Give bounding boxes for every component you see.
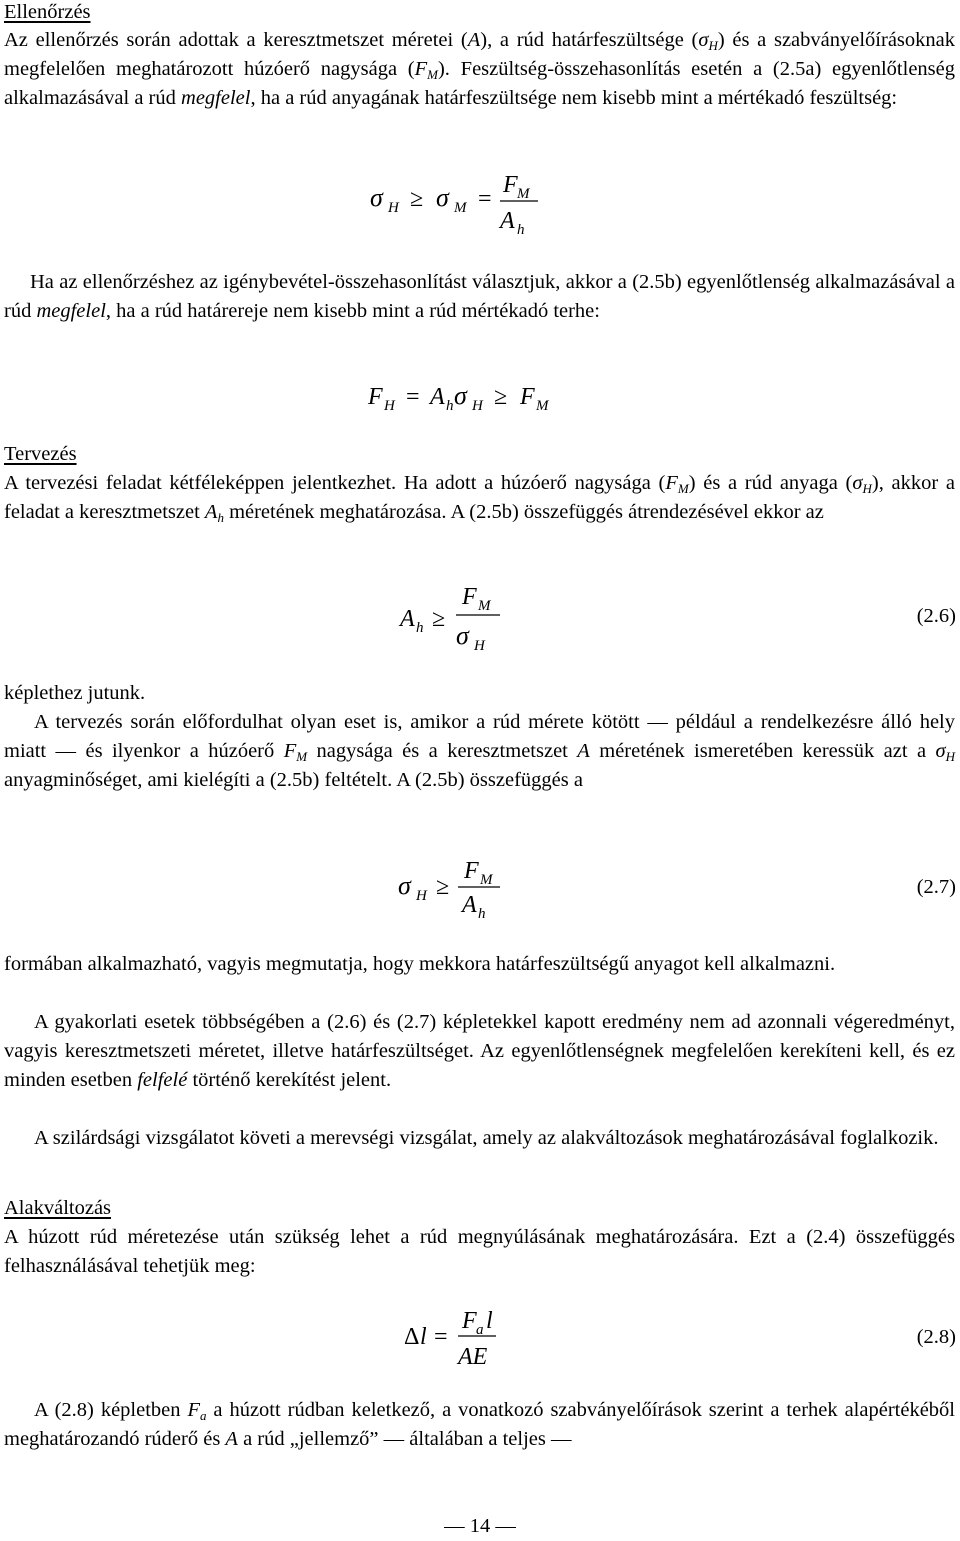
svg-text:h: h: [416, 620, 424, 636]
svg-text:σ: σ: [398, 871, 411, 900]
svg-text:l: l: [486, 1308, 493, 1334]
svg-text:≥: ≥: [432, 606, 446, 632]
equation-force-check: [360, 370, 580, 450]
equation-2-7: [392, 850, 552, 930]
equation-number-2-6: (2.6): [916, 605, 956, 627]
symbol-sigma: σ: [370, 183, 383, 212]
symbol-ge: ≥: [410, 186, 424, 212]
section-heading-alakvaltozas: Alakváltozás: [4, 1197, 112, 1219]
svg-text:≥: ≥: [436, 874, 450, 900]
section-heading-tervezes: Tervezés: [4, 443, 77, 465]
paragraph-2: Ha az ellenőrzéshez az igénybevétel-összehasonlítást választjuk, akkor a (2.5b) egyenlőtlenség alkalmazásával a rúd megfelel, ha a rúd határereje nem kisebb mint a rúd mértékadó terhe:: [4, 271, 955, 322]
svg-text:A: A: [462, 892, 477, 918]
svg-text:A: A: [400, 606, 415, 632]
equation-2-6: [392, 580, 552, 660]
paragraph-7: A gyakorlati esetek többségében a (2.6) és (2.7) képletekkel kapott eredmény nem ad azonnali végeredményt, vagyis keresztmetszeti méretet, illetve határfeszültséget. Az egyenlőtlenségnek megfelelően kerekíteni kell, és ez minden esetben felfelé történő kerekítést jelent.: [4, 1011, 955, 1091]
svg-text:h: h: [446, 398, 454, 414]
paragraph-1: Az ellenőrzés során adottak a keresztmetszet méretei (A), a rúd határfeszültsége $(\sigma_H)$ és a szabványelőírásoknak megfelelően meghatározott húzóerő nagysága $(F_M)$. Feszültség-összehasonlítás esetén a (2.5a) egyenlőtlenség alkalmazásával a rúd megfelel, ha a rúd anyagának határfeszültsége nem kisebb mint a mértékadó feszültség:: [4, 29, 955, 109]
paragraph-4: képlethez jutunk.: [4, 682, 146, 704]
svg-text:M: M: [478, 598, 491, 614]
svg-text:l: l: [420, 1324, 427, 1350]
svg-text:a: a: [476, 1322, 484, 1338]
subscript-m-2: M: [517, 186, 530, 202]
paragraph-3: A tervezési feladat kétféleképpen jelentkezhet. Ha adott a húzóerő nagysága $(F_M)$ és a rúd anyaga $(\sigma_H)$, akkor a feladat a keresztmetszet $A_h$ méretének meghatározása. A (2.5b) összefüggés átrendezésével ekkor az: [4, 472, 956, 525]
svg-text:=: =: [406, 384, 420, 410]
svg-text:σ: σ: [456, 621, 469, 650]
svg-text:H: H: [472, 398, 483, 414]
svg-text:F: F: [368, 384, 383, 410]
svg-text:=: =: [434, 1324, 448, 1350]
paragraph-8: A szilárdsági vizsgálatot követi a merevségi vizsgálat, amely az alakváltozások meghatározásával foglalkozik.: [34, 1127, 939, 1149]
svg-text:≥: ≥: [494, 384, 508, 410]
paragraph-10: A (2.8) képletben $F_a$ a húzott rúdban keletkező, a vonatkozó szabványelőírások szerint a terhek alapértékéből meghatározandó rúderő és A a rúd „jellemző” — általában a teljes —: [4, 1399, 955, 1450]
svg-text:F: F: [464, 858, 479, 884]
symbol-f: F: [503, 172, 518, 198]
svg-text:F: F: [520, 384, 535, 410]
svg-text:M: M: [480, 872, 493, 888]
paragraph-6: formában alkalmazható, vagyis megmutatja, hogy mekkora határfeszültségű anyagot kell alkalmazni.: [4, 953, 836, 975]
subscript-h-lower: h: [517, 222, 525, 238]
paragraph-9: A húzott rúd méretezése után szükség lehet a rúd megnyúlásának meghatározására. Ezt a (2.4) összefüggés felhasználásával tehetjük meg:: [4, 1226, 955, 1277]
svg-text:H: H: [416, 888, 427, 904]
symbol-sigma-2: σ: [436, 183, 449, 212]
svg-text:Δ: Δ: [404, 1324, 420, 1350]
symbol-eq: =: [478, 186, 492, 212]
subscript-m: M: [454, 200, 467, 216]
svg-text:H: H: [474, 638, 485, 654]
equation-number-2-7: (2.7): [916, 876, 956, 898]
svg-text:A: A: [430, 384, 445, 410]
svg-text:M: M: [536, 398, 549, 414]
equation-2-8: [398, 1298, 538, 1378]
page-number: — 14 —: [444, 1515, 516, 1537]
svg-text:AE: AE: [458, 1344, 488, 1370]
subscript-h: H: [388, 200, 399, 216]
equation-sigma-check: [360, 168, 580, 248]
svg-text:σ: σ: [454, 381, 467, 410]
section-heading-ellenorzes: Ellenőrzés: [4, 1, 91, 23]
svg-text:h: h: [478, 906, 486, 922]
svg-text:H: H: [384, 398, 395, 414]
symbol-a: A: [500, 208, 515, 234]
equation-number-2-8: (2.8): [916, 1326, 956, 1348]
svg-text:F: F: [462, 1308, 477, 1334]
svg-text:F: F: [462, 584, 477, 610]
paragraph-5: A tervezés során előfordulhat olyan eset is, amikor a rúd mérete kötött — például a rendelkezésre álló hely miatt — és ilyenkor a húzóerő $F_M$ nagysága és a keresztmetszet A méretének ismeretében keressük azt a $\sigma_H$ anyagminőséget, ami kielégíti a (2.5b) feltételt. A (2.5b) összefüggés a: [4, 711, 956, 791]
